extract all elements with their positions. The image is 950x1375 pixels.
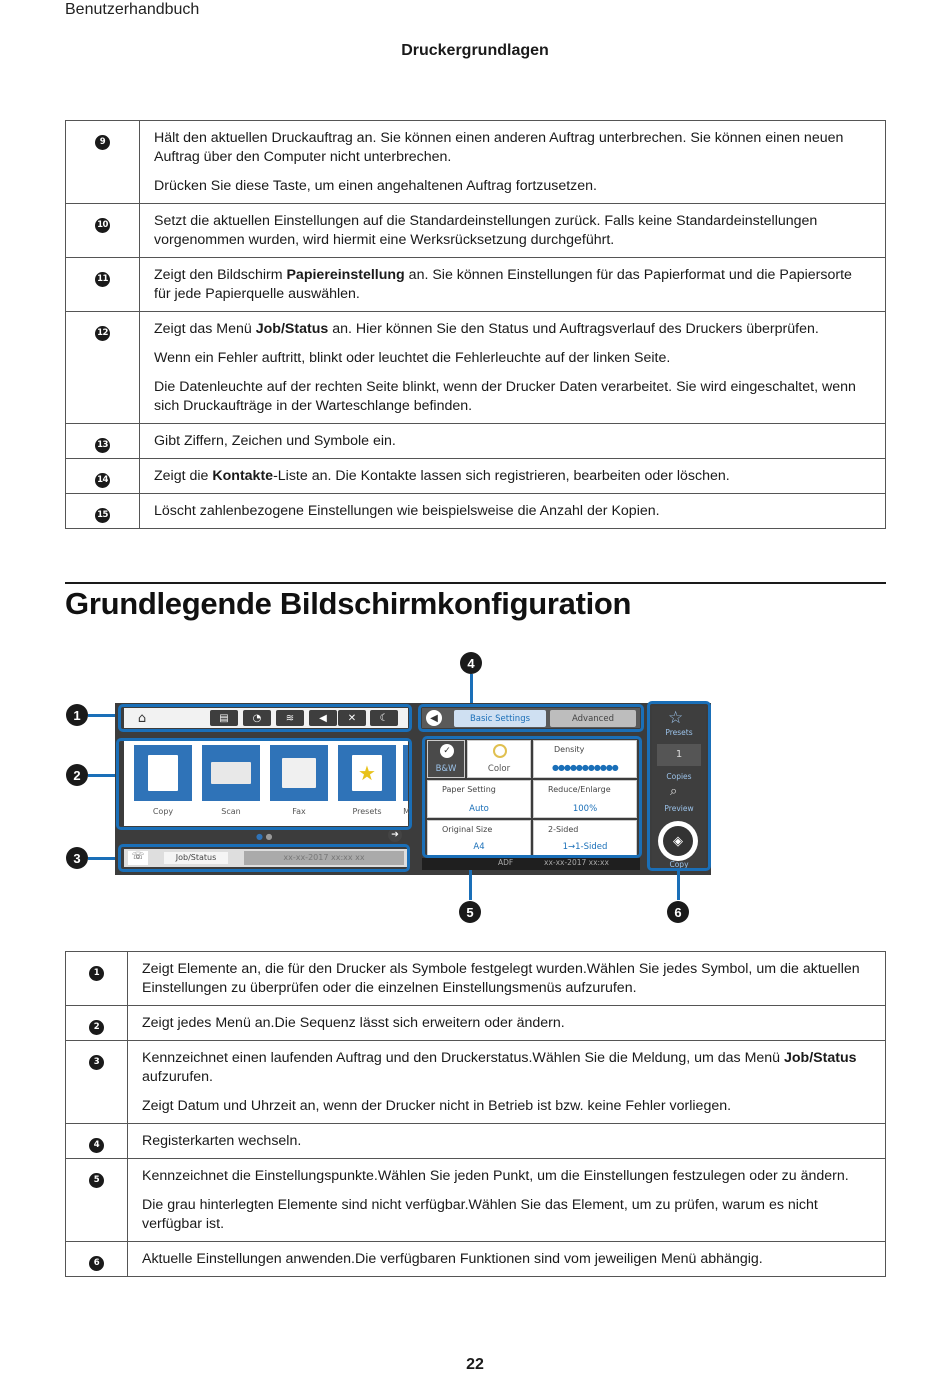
wifi-icon[interactable]: ≋: [276, 710, 304, 726]
copies-field[interactable]: 1: [657, 744, 701, 766]
description-text: Gibt Ziffern, Zeichen und Symbole ein.: [154, 433, 396, 449]
callout-6: 6: [667, 901, 689, 923]
tile-label-fax: Fax: [292, 807, 306, 816]
job-status-icon: ☏: [128, 851, 148, 865]
heading-rule: [65, 582, 886, 584]
tab-basic-settings[interactable]: Basic Settings: [454, 710, 546, 727]
callout-line: [88, 714, 118, 717]
item-number-badge: 2: [89, 1020, 104, 1035]
next-page-icon[interactable]: ➔: [388, 828, 402, 842]
callout-line: [88, 774, 116, 777]
two-sided-value: 1→1-Sided: [562, 842, 608, 852]
tile-label-more: M: [403, 807, 410, 816]
page-number: 22: [466, 1356, 484, 1373]
tab-area-frame: [418, 704, 644, 732]
description-text: Hält den aktuellen Druckauftrag an. Sie können einen anderen Auftrag unterbrechen. Sie können einen neuen Auftrag über den Computer nicht unterbrechen.: [154, 130, 844, 165]
bw-label: B&W: [435, 764, 457, 774]
presets-label: Presets: [665, 728, 693, 737]
screen-description-row: [66, 1124, 886, 1159]
button-description-table: [65, 120, 886, 529]
description-text: Setzt die aktuellen Einstellungen auf die Standardeinstellungen zurück. Falls keine Standardeinstellungen vorgenommen wurden, wird hiermit eine Werksrücksetzung durchgeführt.: [154, 213, 818, 248]
printer-icon[interactable]: ▤: [210, 710, 238, 726]
item-number-badge: 1: [89, 966, 104, 981]
screen-description-row: [66, 952, 886, 1006]
description-text: Zeigt den Bildschirm Papiereinstellung an. Sie können Einstellungen für das Papierformat und die Papiersorte für jede Papierquelle auswählen.: [154, 267, 852, 302]
start-icon: ◈: [663, 826, 693, 856]
button-description-row: [66, 424, 886, 459]
description-text: Zeigt Datum und Uhrzeit an, wenn der Drucker nicht in Betrieb ist bzw. keine Fehler vorliegen.: [142, 1098, 732, 1114]
section-title: Druckergrundlagen: [401, 42, 549, 59]
page-heading: Grundlegende Bildschirmkonfiguration: [65, 586, 632, 621]
item-number-badge: 11: [95, 272, 110, 287]
volume-icon[interactable]: ◀: [309, 710, 337, 726]
description-text: Registerkarten wechseln.: [142, 1133, 302, 1149]
item-number-badge: 5: [89, 1173, 104, 1188]
color-label: Color: [487, 764, 511, 774]
screen-description-row: [66, 1006, 886, 1041]
copy-label: Copy: [669, 860, 689, 869]
star-icon[interactable]: ☆: [668, 708, 684, 728]
description-text: Die Datenleuchte auf der rechten Seite blinkt, wenn der Drucker Daten verarbeitet. Sie wird eingeschaltet, wenn sich Druckaufträge in der Warteschlange befinden.: [154, 379, 856, 414]
tab-advanced[interactable]: Advanced: [550, 710, 636, 727]
reduce-enlarge-label: Reduce/Enlarge: [548, 785, 611, 794]
running-header: Benutzerhandbuch: [65, 1, 200, 18]
callout-line: [470, 674, 473, 704]
screen-description-table: [65, 951, 886, 1277]
item-number-badge: 3: [89, 1055, 104, 1070]
quiet-mode-icon[interactable]: ✕: [338, 710, 366, 726]
tile-label-scan: Scan: [221, 807, 241, 816]
item-number-badge: 13: [95, 438, 110, 453]
ink-icon[interactable]: ◔: [243, 710, 271, 726]
button-description-row: [66, 494, 886, 529]
description-text: Die grau hinterlegten Elemente sind nicht verfügbar.Wählen Sie das Element, um zu prüfen, warum es nicht verfügbar ist.: [142, 1197, 818, 1232]
tile-label-presets: Presets: [352, 807, 382, 816]
item-number-badge: 9: [95, 135, 110, 150]
copies-label: Copies: [666, 772, 692, 781]
tile-label-copy: Copy: [152, 807, 174, 816]
paper-setting-label: Paper Setting: [442, 785, 496, 794]
description-text: Drücken Sie diese Taste, um einen angehaltenen Auftrag fortzusetzen.: [154, 178, 597, 194]
density-label: Density: [554, 745, 585, 754]
back-icon[interactable]: ◀: [426, 710, 442, 726]
page-indicator: ● ●: [256, 832, 273, 841]
description-text: Löscht zahlenbezogene Einstellungen wie beispielsweise die Anzahl der Kopien.: [154, 503, 660, 519]
callout-1: 1: [66, 704, 88, 726]
screen-diagram: [60, 648, 720, 928]
button-description-row: [66, 258, 886, 312]
callout-5: 5: [459, 901, 481, 923]
callout-2: 2: [66, 764, 88, 786]
adf-label: ADF: [498, 858, 514, 867]
two-sided-label: 2-Sided: [548, 825, 579, 834]
description-text: Aktuelle Einstellungen anwenden.Die verfügbaren Funktionen sind vom jeweiligen Menü abhängig.: [142, 1251, 763, 1267]
button-description-row: [66, 459, 886, 494]
screen-footer: [422, 858, 640, 870]
sleep-icon[interactable]: ☾: [370, 710, 398, 726]
item-number-badge: 12: [95, 326, 110, 341]
screen-description-row: [66, 1242, 886, 1277]
item-number-badge: 4: [89, 1138, 104, 1153]
paper-setting-value: Auto: [469, 804, 489, 814]
item-number-badge: 10: [95, 218, 110, 233]
job-area-frame: [118, 844, 410, 872]
action-area-frame: [647, 701, 711, 871]
item-number-badge: 6: [89, 1256, 104, 1271]
item-number-badge: 14: [95, 473, 110, 488]
description-text: Kennzeichnet einen laufenden Auftrag und den Druckerstatus.Wählen Sie die Meldung, um das Menü Job/Status aufzurufen.: [142, 1050, 857, 1085]
description-text: Zeigt das Menü Job/Status an. Hier können Sie den Status und Auftragsverlauf des Druckers überprüfen.: [154, 321, 819, 337]
job-datetime: xx-xx-2017 xx:xx xx: [244, 851, 404, 865]
screen-description-row: [66, 1041, 886, 1124]
presets-tile[interactable]: ★: [338, 745, 396, 801]
status-area-frame: [118, 704, 412, 732]
check-icon: ✓: [440, 744, 454, 758]
item-number-badge: 15: [95, 508, 110, 523]
menu-area-frame: [116, 738, 412, 830]
footer-datetime: xx-xx-2017 xx:xx: [544, 858, 609, 867]
original-size-value: A4: [473, 842, 485, 852]
settings-area-frame: [422, 736, 642, 858]
callout-line: [469, 870, 472, 900]
reduce-enlarge-value: 100%: [572, 804, 598, 814]
preview-icon[interactable]: ⌕: [670, 784, 678, 799]
description-text: Kennzeichnet die Einstellungspunkte.Wählen Sie jeden Punkt, um die Einstellungen festzulegen oder zu ändern.: [142, 1168, 849, 1184]
description-text: Zeigt die Kontakte-Liste an. Die Kontakte lassen sich registrieren, bearbeiten oder löschen.: [154, 468, 730, 484]
description-text: Zeigt jedes Menü an.Die Sequenz lässt sich erweitern oder ändern.: [142, 1015, 565, 1031]
callout-3: 3: [66, 847, 88, 869]
button-description-row: [66, 204, 886, 258]
description-text: Wenn ein Fehler auftritt, blinkt oder leuchtet die Fehlerleuchte auf der linken Seite.: [154, 350, 671, 366]
button-description-row: [66, 121, 886, 204]
preview-label: Preview: [664, 804, 694, 813]
description-text: Zeigt Elemente an, die für den Drucker als Symbole festgelegt wurden.Wählen Sie jedes Symbol, um die aktuellen Einstellungen zu überprüfen oder die einzelnen Einstellungsmenüs aufzurufen.: [142, 961, 860, 996]
job-status-label: Job/Status: [164, 852, 228, 864]
density-slider[interactable]: ●●●●●●●●●●●: [552, 763, 618, 772]
home-icon[interactable]: ⌂: [128, 710, 156, 726]
callout-line: [677, 870, 680, 900]
original-size-label: Original Size: [442, 825, 493, 834]
callout-4: 4: [460, 652, 482, 674]
screen-description-row: [66, 1159, 886, 1242]
button-description-row: [66, 312, 886, 424]
callout-line: [88, 857, 118, 860]
